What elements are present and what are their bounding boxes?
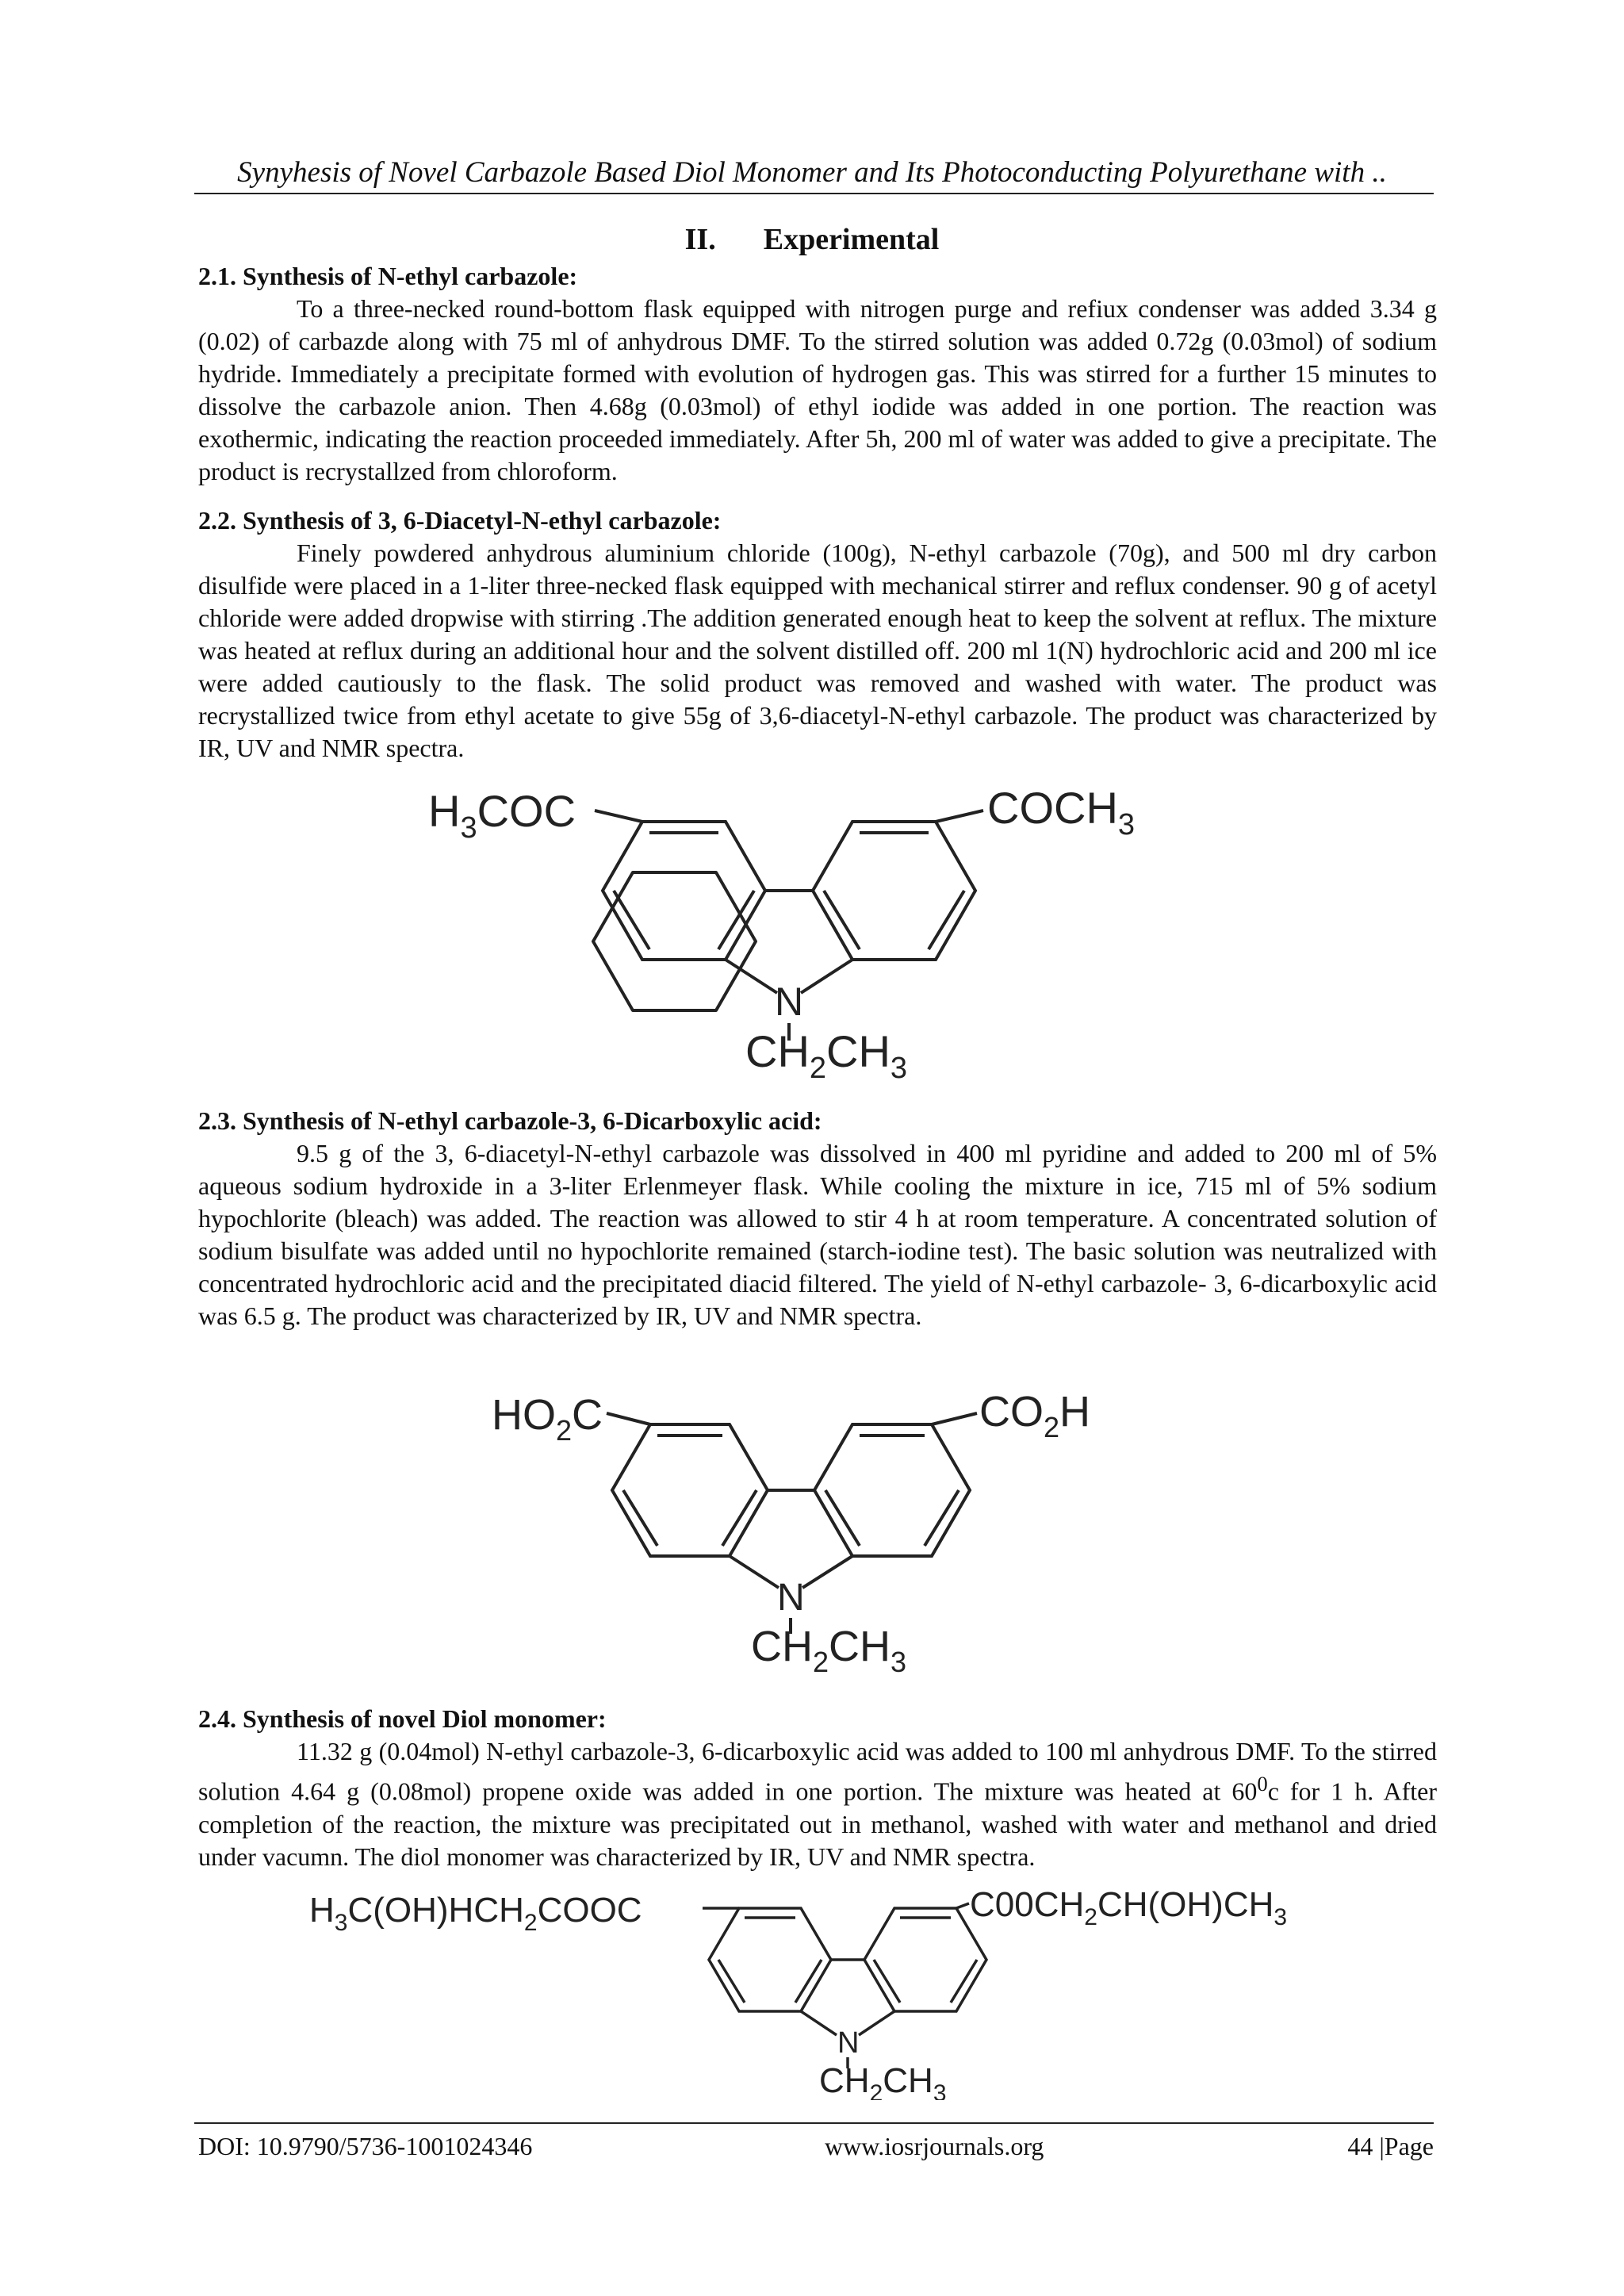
subsection-2-1 xyxy=(198,260,1437,488)
footer-website[interactable]: www.iosrjournals.org xyxy=(825,2132,1044,2160)
carbazole-pyrrole-bonds xyxy=(703,1903,969,2068)
diacetyl-ethyl-group: $CH_2CH_3$ xyxy=(745,1026,908,1079)
section-number: II. xyxy=(684,223,716,256)
paragraph: 9.5 g of the 3, 6-diacetyl-N-ethyl carbazole was dissolved in 400 ml pyridine and added to 200 ml of 5% aqueous sodium hydroxide in a 3-liter Erlenmeyer flask. While cooling the mixture in ice, 715 ml of 5% sodium hypochlorite (bleach) was added. The reaction was allowed to stir 4 h at room temperature. A concentrated solution of sodium bisulfate was added until no hypochlorite remained (starch-iodine test). The basic solution was neutralized with concentrated hydrochloric acid and the precipitated diacid filtered. The yield of N-ethyl carbazole- 3, 6-dicarboxylic acid was 6.5 g. The product was characterized by IR, UV and NMR spectra. xyxy=(198,1139,1437,1330)
diacid-n-atom: N xyxy=(777,1577,805,1619)
paragraph: To a three-necked round-bottom flask equipped with nitrogen purge and refiux condenser was added 3.34 g (0.02) of carbazde along with 75 ml of anhydrous DMF. To the stirred solution was added 0.72g (0.03mol) of sodium hydride. Immediately a precipitate formed with evolution of hydrogen gas. This was stirred for a further 15 minutes to dissolve the carbazole anion. Then 4.68g (0.03mol) of ethyl iodide was added in one portion. The reaction was exothermic, indicating the reaction proceeded immediately. After 5h, 200 ml of water was added to give a precipitate. The product is recrystallzed from chloroform. xyxy=(198,294,1437,485)
carbazole-ring-right xyxy=(814,1424,970,1556)
subsection-heading: 2.2. Synthesis of 3, 6-Diacetyl-N-ethyl carbazole: xyxy=(198,506,722,535)
diacetyl-structure xyxy=(428,785,1213,1079)
diol-structure xyxy=(309,1886,1356,2100)
diacetyl-right-group: $COCH_3$ xyxy=(987,785,1136,841)
subsection-2-2 xyxy=(198,504,1437,765)
footer-doi: DOI: 10.9790/5736-1001024346 xyxy=(198,2132,533,2160)
carbazole-ring-right xyxy=(813,822,975,960)
carbazole-ring-right xyxy=(864,1908,986,2011)
running-header: Synyhesis of Novel Carbazole Based Diol Monomer and Its Photoconducting Polyurethane with .. xyxy=(237,156,1387,189)
header-rule xyxy=(194,193,1434,194)
carbazole-ring-left xyxy=(612,1424,768,1556)
section-name: Experimental xyxy=(763,223,940,256)
paragraph: 11.32 g (0.04mol) N-ethyl carbazole-3, 6-dicarboxylic acid was added to 100 ml anhydrous DMF. To the stirred solution 4.64 g (0.08mol) propene oxide was added in one portion. The mixture was heated at $60^0c$ for 1 h. After completion of the reaction, the mixture was precipitated out in methanol, washed with water and methanol and dried under vacumn. The diol monomer was characterized by IR, UV and NMR spectra. xyxy=(198,1737,1438,1871)
subsection-heading: 2.3. Synthesis of N-ethyl carbazole-3, 6-Dicarboxylic acid: xyxy=(198,1106,822,1135)
subsection-2-4 xyxy=(198,1703,1437,1873)
diacetyl-n-atom: N xyxy=(775,979,804,1024)
subsection-heading: 2.4. Synthesis of novel Diol monomer: xyxy=(198,1704,607,1733)
subsection-heading: 2.1. Synthesis of N-ethyl carbazole: xyxy=(198,262,578,290)
section-title xyxy=(0,222,1624,257)
carbazole-ring-left xyxy=(603,822,765,960)
diol-left-group: $H_3C(OH)HCH_2COOC$ xyxy=(309,1891,642,1936)
diacid-left-group: $HO_2C$ xyxy=(492,1391,603,1447)
paragraph: Finely powdered anhydrous aluminium chloride (100g), N-ethyl carbazole (70g), and 500 ml dry carbon disulfide were placed in a 1-liter three-necked flask equipped with mechanical stirrer and reflux condenser. 90 g of acetyl chloride were added dropwise with stirring .The addition generated enough heat to keep the solvent at reflux. The mixture was heated at reflux during an additional hour and the solvent distilled off. 200 ml 1(N) hydrochloric acid and 200 ml ice were added cautiously to the flask. The solid product was removed and washed with water. The product was recrystallized twice from ethyl acetate to give 55g of 3,6-diacetyl-N-ethyl carbazole. The product was characterized by IR, UV and NMR spectra. xyxy=(198,539,1437,762)
diol-right-group: $C00CH_2CH(OH)CH_3$ xyxy=(970,1886,1288,1930)
superscript: 0 xyxy=(1257,1772,1268,1796)
diacid-ethyl-group: $CH_2CH_3$ xyxy=(751,1623,907,1675)
diacid-right-group: $CO_2H$ xyxy=(979,1389,1091,1443)
diacid-structure xyxy=(492,1389,1174,1675)
subsection-2-3 xyxy=(198,1105,1437,1332)
carbazole-ring-left xyxy=(709,1908,831,2011)
diol-ethyl-group: $CH_2CH_3$ xyxy=(819,2061,947,2100)
footer-rule xyxy=(194,2122,1434,2124)
diacetyl-left-group: $H_3COC$ xyxy=(428,786,576,845)
footer-page-number: 44 |Page xyxy=(1347,2132,1434,2160)
diol-n-atom: N xyxy=(837,2026,860,2060)
